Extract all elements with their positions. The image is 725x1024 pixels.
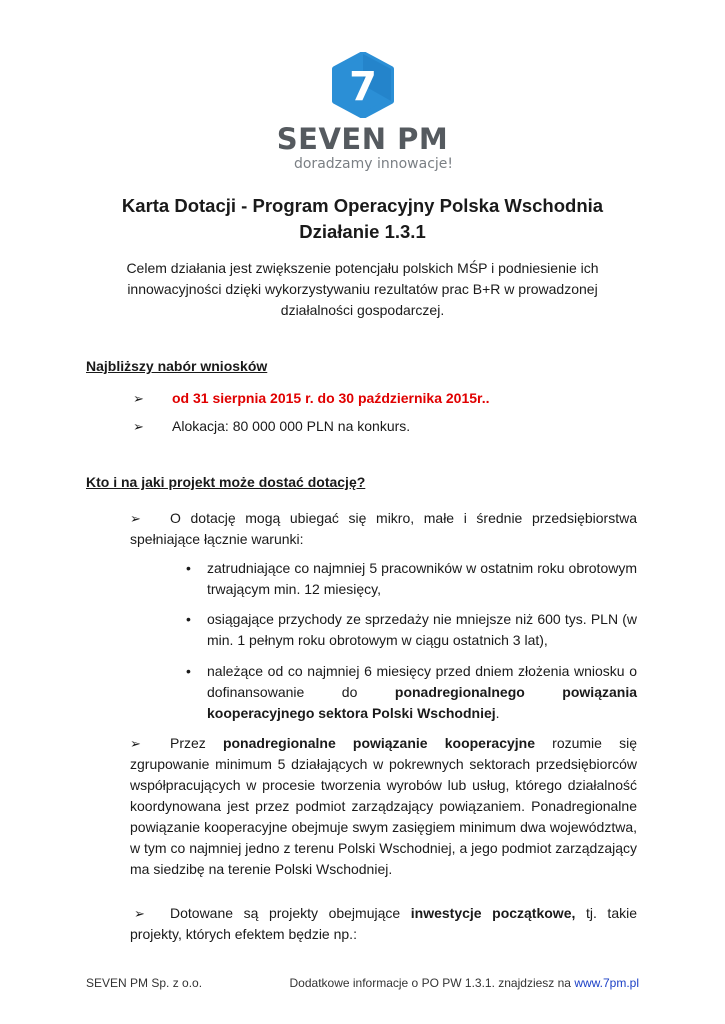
allocation: Alokacja: 80 000 000 PLN na konkurs. — [172, 418, 411, 434]
section-heading-kto: Kto i na jaki projekt może dostać dotację? — [86, 474, 366, 490]
brand-name: SEVEN PM — [276, 122, 449, 156]
logo — [0, 52, 725, 172]
condition-employees: zatrudniające co najmniej 5 pracowników w ostatnim roku obrotowym trwającym min. 12 miesięcy, — [207, 560, 637, 597]
page-title-line2: Działanie 1.3.1 — [299, 221, 426, 242]
brand-tagline: doradzamy innowacje! — [293, 156, 454, 172]
condition-membership: należące od co najmniej 6 miesięcy przed dniem złożenia wniosku o dofinansowanie do ponadregionalnego powiązania kooperacyjnego sektora Polski Wschodniej. — [207, 663, 637, 721]
arrow-icon: ➢ — [130, 736, 141, 751]
nabor-dates: od 31 sierpnia 2015 r. do 30 października 2015r.. — [172, 390, 490, 406]
logo-digit: 7 — [348, 64, 377, 110]
bullet-icon: • — [186, 663, 191, 679]
condition-revenue: osiągające przychody ze sprzedaży nie mniejsze niż 600 tys. PLN (w min. 1 pełnym roku obrotowym w ciągu ostatnich 3 lat), — [207, 611, 637, 648]
arrow-icon: ➢ — [133, 419, 144, 434]
intro-text: Celem działania jest zwiększenie potencjału polskich MŚP i podniesienie ich innowacyjności dzięki wykorzystywaniu rezultatów prac B+R w prowadzonej działalności gospodarczej. — [126, 260, 599, 318]
footer-info: Dodatkowe informacje o PO PW 1.3.1. znajdziesz na www.7pm.pl — [289, 976, 639, 990]
bullet-icon: • — [186, 560, 191, 576]
bullet-icon: • — [186, 611, 191, 627]
projects-paragraph: ➢ Dotowane są projekty obejmujące inwestycje początkowe, tj. takie projekty, których efektem będzie np.: — [130, 905, 638, 942]
arrow-icon: ➢ — [134, 906, 145, 921]
arrow-icon: ➢ — [133, 391, 144, 406]
definition-paragraph: ➢ Przez ponadregionalne powiązanie kooperacyjne rozumie się zgrupowanie minimum 5 działających w pokrewnych sektorach przedsiębiorców współpracujących w procesie tworzenia wyrobów lub usług, którego działalność koordynowana jest przez podmiot zarządzający powiązaniem. Ponadregionalne powiązanie kooperacyjne obejmuje swym zasięgiem minimum dwa województwa, w tym co najmniej jedno z terenu Polski Wschodniej, a jego podmiot zarządzający ma siedzibę na terenie Polski Wschodniej. — [130, 735, 637, 877]
arrow-icon: ➢ — [130, 511, 141, 526]
footer-link[interactable]: www.7pm.pl — [574, 976, 639, 990]
eligibility-intro: ➢ O dotację mogą ubiegać się mikro, małe i średnie przedsiębiorstwa spełniające łącznie warunki: — [130, 510, 637, 547]
seven-pm-logo-icon — [330, 52, 396, 118]
section-heading-nabor: Najbliższy nabór wniosków — [86, 358, 268, 374]
footer-company: SEVEN PM Sp. z o.o. — [86, 976, 203, 990]
page-title-line1: Karta Dotacji - Program Operacyjny Polska Wschodnia — [121, 195, 604, 216]
